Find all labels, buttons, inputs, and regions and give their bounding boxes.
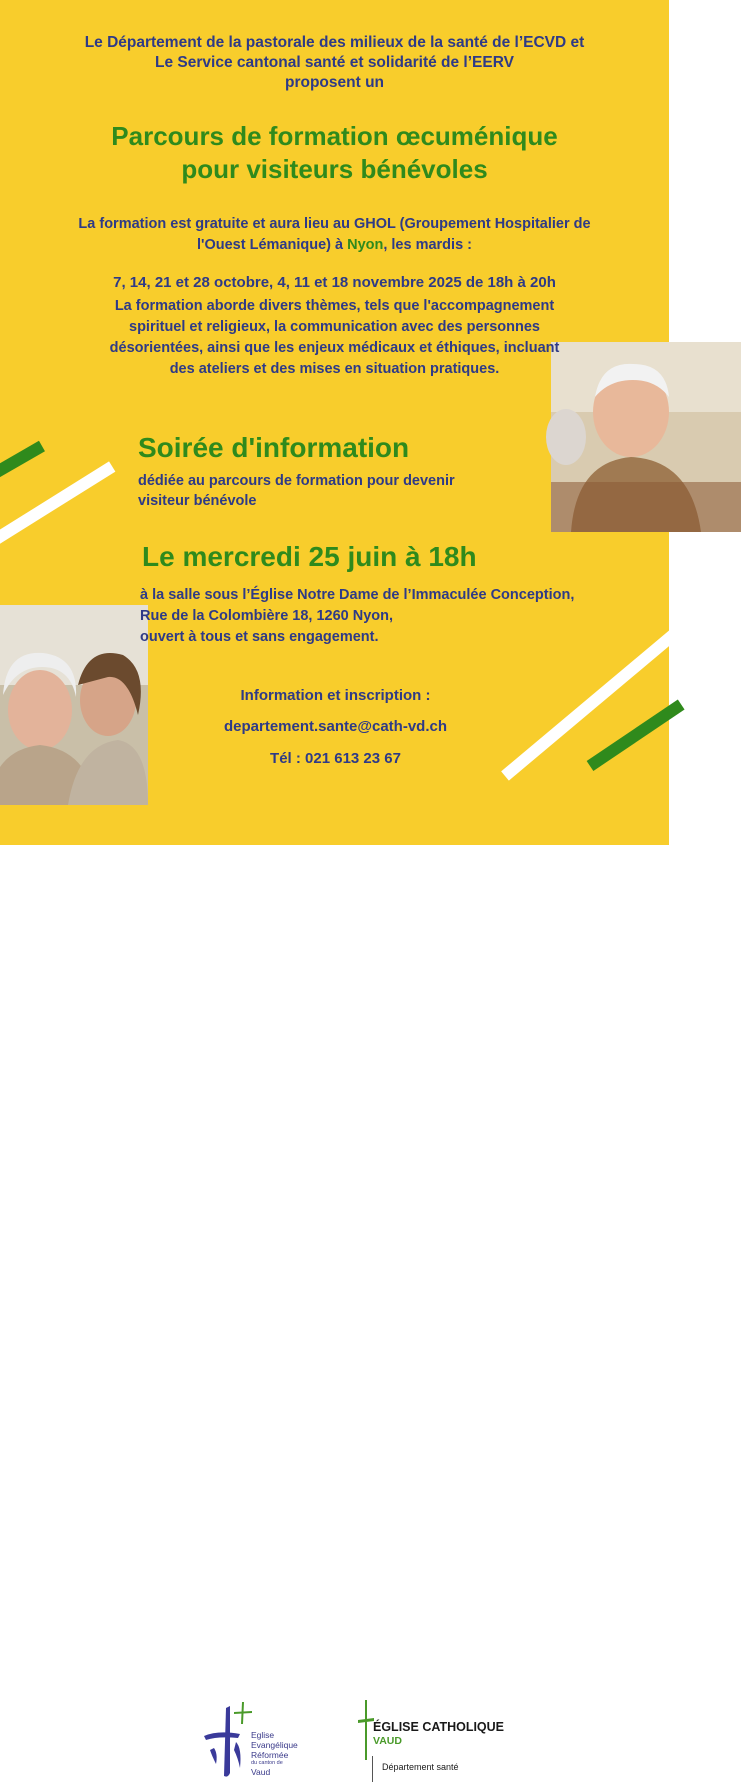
- ecvd-divider: [372, 1756, 373, 1782]
- logo-ecvd: [356, 1698, 536, 1780]
- themes-line-4: des ateliers et des mises en situation pratiques.: [169, 361, 500, 377]
- soiree-desc-line-1: dédiée au parcours de formation pour devenir: [138, 473, 455, 489]
- eerv-name: [251, 1730, 298, 1777]
- title-line-2: pour visiteurs bénévoles: [181, 154, 488, 184]
- contact-info: [168, 686, 503, 769]
- ecvd-region: VAUD: [373, 1735, 402, 1747]
- formation-line-2: [0, 235, 669, 256]
- intro-line-1: Le Département de la pastorale des milieux de la santé de l’ECVD et: [84, 34, 585, 51]
- event-date-title: Le mercredi 25 juin à 18h: [142, 541, 477, 572]
- title-line-1: Parcours de formation œcuménique: [111, 121, 558, 151]
- formation-info: [0, 214, 669, 256]
- location-line-3: ouvert à tous et sans engagement.: [140, 629, 379, 645]
- formation-themes: [0, 296, 669, 380]
- logo-eerv: [196, 1698, 336, 1780]
- stripe-right-green: [587, 700, 685, 771]
- intro-line-3: proposent un: [284, 74, 385, 91]
- eerv-line-4: du canton de: [251, 1760, 283, 1766]
- themes-line-3: désorientées, ainsi que les enjeux médicaux et éthiques, incluant: [109, 340, 560, 356]
- eerv-line-1: Eglise: [251, 1730, 275, 1740]
- contact-email-link[interactable]: departement.sante@cath-vd.ch: [223, 718, 447, 735]
- location-nyon: Nyon: [347, 237, 384, 253]
- poster-body: [0, 0, 669, 845]
- themes-line-2: spirituel et religieux, la communication avec des personnes: [129, 319, 540, 335]
- contact-phone[interactable]: Tél : 021 613 23 67: [270, 750, 401, 767]
- stripe-left-green: [0, 441, 45, 481]
- event-location: [140, 585, 574, 648]
- page-title: [0, 120, 669, 186]
- soiree-description: [138, 471, 455, 511]
- eerv-line-5: Vaud: [251, 1767, 271, 1777]
- ecvd-name: ÉGLISE CATHOLIQUE: [373, 1720, 505, 1734]
- contact-heading: Information et inscription :: [240, 687, 431, 704]
- soiree-title: Soirée d'information: [138, 432, 410, 463]
- formation-line-1: La formation est gratuite et aura lieu au GHOL (Groupement Hospitalier de: [78, 216, 591, 232]
- location-line-1: à la salle sous l’Église Notre Dame de l’Immaculée Conception,: [140, 587, 575, 603]
- intro-text: [0, 33, 669, 93]
- themes-line-1: La formation aborde divers thèmes, tels que l'accompagnement: [114, 298, 555, 314]
- stripe-left-white: [0, 461, 115, 551]
- eerv-line-3: Réformée: [251, 1750, 289, 1760]
- footer-logos: [0, 845, 669, 1777]
- soiree-desc-line-2: visiteur bénévole: [138, 493, 257, 509]
- elderly-woman-photo: [0, 605, 148, 805]
- eerv-line-2: Evangélique: [251, 1740, 298, 1750]
- formation-line-2-start: l'Ouest Lémanique) à: [197, 237, 348, 253]
- formation-dates: 7, 14, 21 et 28 octobre, 4, 11 et 18 novembre 2025 de 18h à 20h: [113, 274, 556, 291]
- intro-line-2: Le Service cantonal santé et solidarité de l’EERV: [155, 54, 514, 71]
- formation-line-2-end: , les mardis :: [383, 237, 472, 253]
- ecvd-department: Département santé: [382, 1762, 459, 1772]
- location-line-2: Rue de la Colombière 18, 1260 Nyon,: [140, 608, 394, 624]
